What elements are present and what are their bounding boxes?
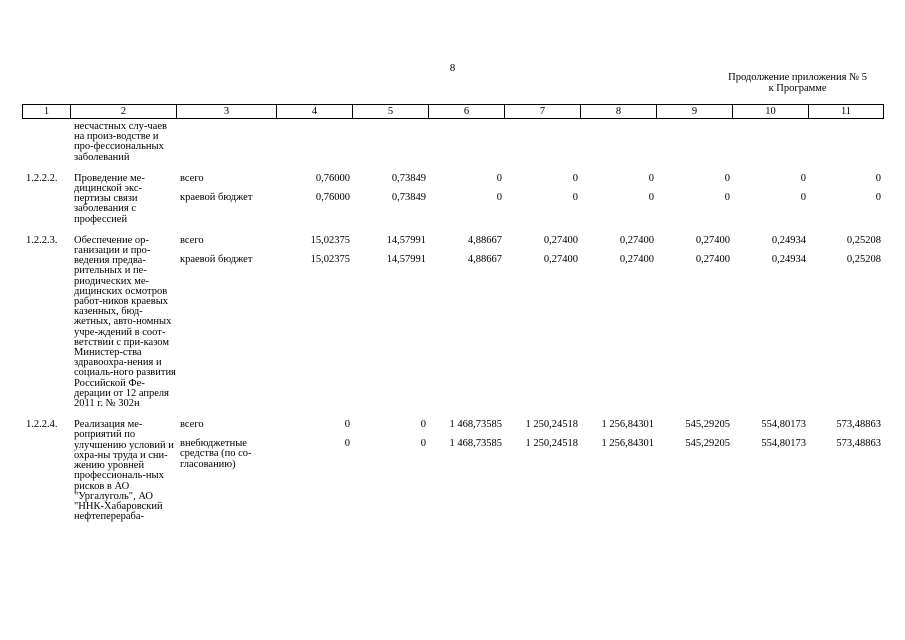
cell-value: 14,57991: [386, 253, 426, 265]
cell-value: 545,29205: [685, 438, 730, 450]
cell-value: 0,27400: [695, 253, 730, 265]
cell-value: 0,27400: [543, 253, 578, 265]
cell-value: 14,57991: [386, 234, 426, 246]
header-col-3: 3: [177, 105, 277, 119]
cell-value: 0: [724, 191, 730, 203]
source-label: внебюджетные средства (по со-гласованию): [180, 438, 252, 470]
header-col-5: 5: [353, 105, 429, 119]
cell-value: 0,24934: [771, 234, 806, 246]
cell-value: 0: [572, 191, 578, 203]
source-label: всего: [180, 172, 204, 184]
appendix-note: [728, 72, 867, 94]
table-row: [22, 171, 883, 225]
row-code: 1.2.2.3.: [26, 234, 58, 246]
cell-value: 0: [648, 191, 654, 203]
cell-value: 0,25208: [846, 253, 881, 265]
header-col-2: 2: [71, 105, 177, 119]
row-description: Реализация ме-роприятий по улучшению условий и охра-ны труда и сни-жению уровней профессиональ-ных рисков в АО "Ургалуголь", АО "ННК-Хабаровский нефтеперераба-: [74, 419, 174, 523]
cell-value: 0: [800, 172, 806, 184]
header-col-1: 1: [23, 105, 71, 119]
cell-value: 4,88667: [467, 234, 502, 246]
cell-value: 0: [496, 191, 502, 203]
row-code: 1.2.2.4.: [26, 419, 58, 431]
row-code: [22, 120, 70, 163]
cell-value: 0: [875, 191, 881, 203]
cell-value: 0: [344, 438, 350, 450]
cell-value: 15,02375: [310, 234, 350, 246]
cell-value: 1 468,73585: [449, 438, 502, 450]
source-label: всего: [180, 234, 204, 246]
cell-value: 0: [420, 438, 426, 450]
header-col-10: 10: [733, 105, 809, 119]
cell-value: 0: [724, 172, 730, 184]
header-col-7: 7: [505, 105, 581, 119]
row-sources: [176, 233, 276, 409]
row-description: Обеспечение ор-ганизации и про-ведения предва-рительных и пе-риодических ме-дицинских осмотров работ-ников краевых казенных, бюд-жетных, авто-номных учре-ждений в соот-ветствии с при-казом Министер-ства здравоохра-нения и социаль-ного развития Российской Фе-дерации от 12 апреля 2011 г. № 302н: [74, 234, 176, 410]
cell-value: 554,80173: [761, 419, 806, 431]
cell-value: 4,88667: [467, 253, 502, 265]
source-label: краевой бюджет: [180, 253, 253, 265]
page-number: 8: [449, 62, 456, 74]
header-col-4: 4: [277, 105, 353, 119]
cell-value: 0,27400: [543, 234, 578, 246]
cell-value: 0: [344, 419, 350, 431]
cell-value: 0,73849: [391, 172, 426, 184]
cell-value: 0: [420, 419, 426, 431]
cell-value: 1 256,84301: [601, 438, 654, 450]
table-row: [22, 417, 883, 522]
cell-value: 15,02375: [310, 253, 350, 265]
source-label: краевой бюджет: [180, 191, 253, 203]
table-header: [22, 104, 884, 119]
cell-value: 545,29205: [685, 419, 730, 431]
header-col-9: 9: [657, 105, 733, 119]
cell-value: 1 250,24518: [525, 419, 578, 431]
table-row: [22, 233, 883, 409]
row-code: 1.2.2.2.: [26, 172, 58, 184]
row-description: Проведение ме-дицинской экс-пертизы связи заболевания с профессией: [74, 172, 145, 225]
cell-value: 0,27400: [695, 234, 730, 246]
cell-value: 0,76000: [315, 172, 350, 184]
row-description: несчастных слу-чаев на произ-водстве и про-фессиональных заболеваний: [74, 121, 167, 163]
cell-value: 0: [875, 172, 881, 184]
cell-value: 0,24934: [771, 253, 806, 265]
cell-value: 1 468,73585: [449, 419, 502, 431]
table-row: [22, 120, 883, 163]
header-col-11: 11: [809, 105, 884, 119]
appendix-line-1: Продолжение приложения № 5: [728, 72, 867, 83]
appendix-line-2: к Программе: [768, 83, 827, 94]
cell-value: 1 256,84301: [601, 419, 654, 431]
cell-value: 0,27400: [619, 253, 654, 265]
cell-value: 0,73849: [391, 191, 426, 203]
cell-value: 0,25208: [846, 234, 881, 246]
header-row: [23, 105, 884, 119]
cell-value: 573,48863: [836, 419, 881, 431]
cell-value: 0,76000: [315, 191, 350, 203]
cell-value: 0: [800, 191, 806, 203]
cell-value: 554,80173: [761, 438, 806, 450]
data-table: [22, 120, 883, 522]
cell-value: 0,27400: [619, 234, 654, 246]
cell-value: 0: [572, 172, 578, 184]
cell-value: 0: [648, 172, 654, 184]
header-col-6: 6: [429, 105, 505, 119]
row-sources: [176, 417, 276, 522]
cell-value: 573,48863: [836, 438, 881, 450]
source-label: всего: [180, 419, 204, 431]
cell-value: 1 250,24518: [525, 438, 578, 450]
row-sources: [176, 171, 276, 225]
header-col-8: 8: [581, 105, 657, 119]
cell-value: 0: [496, 172, 502, 184]
